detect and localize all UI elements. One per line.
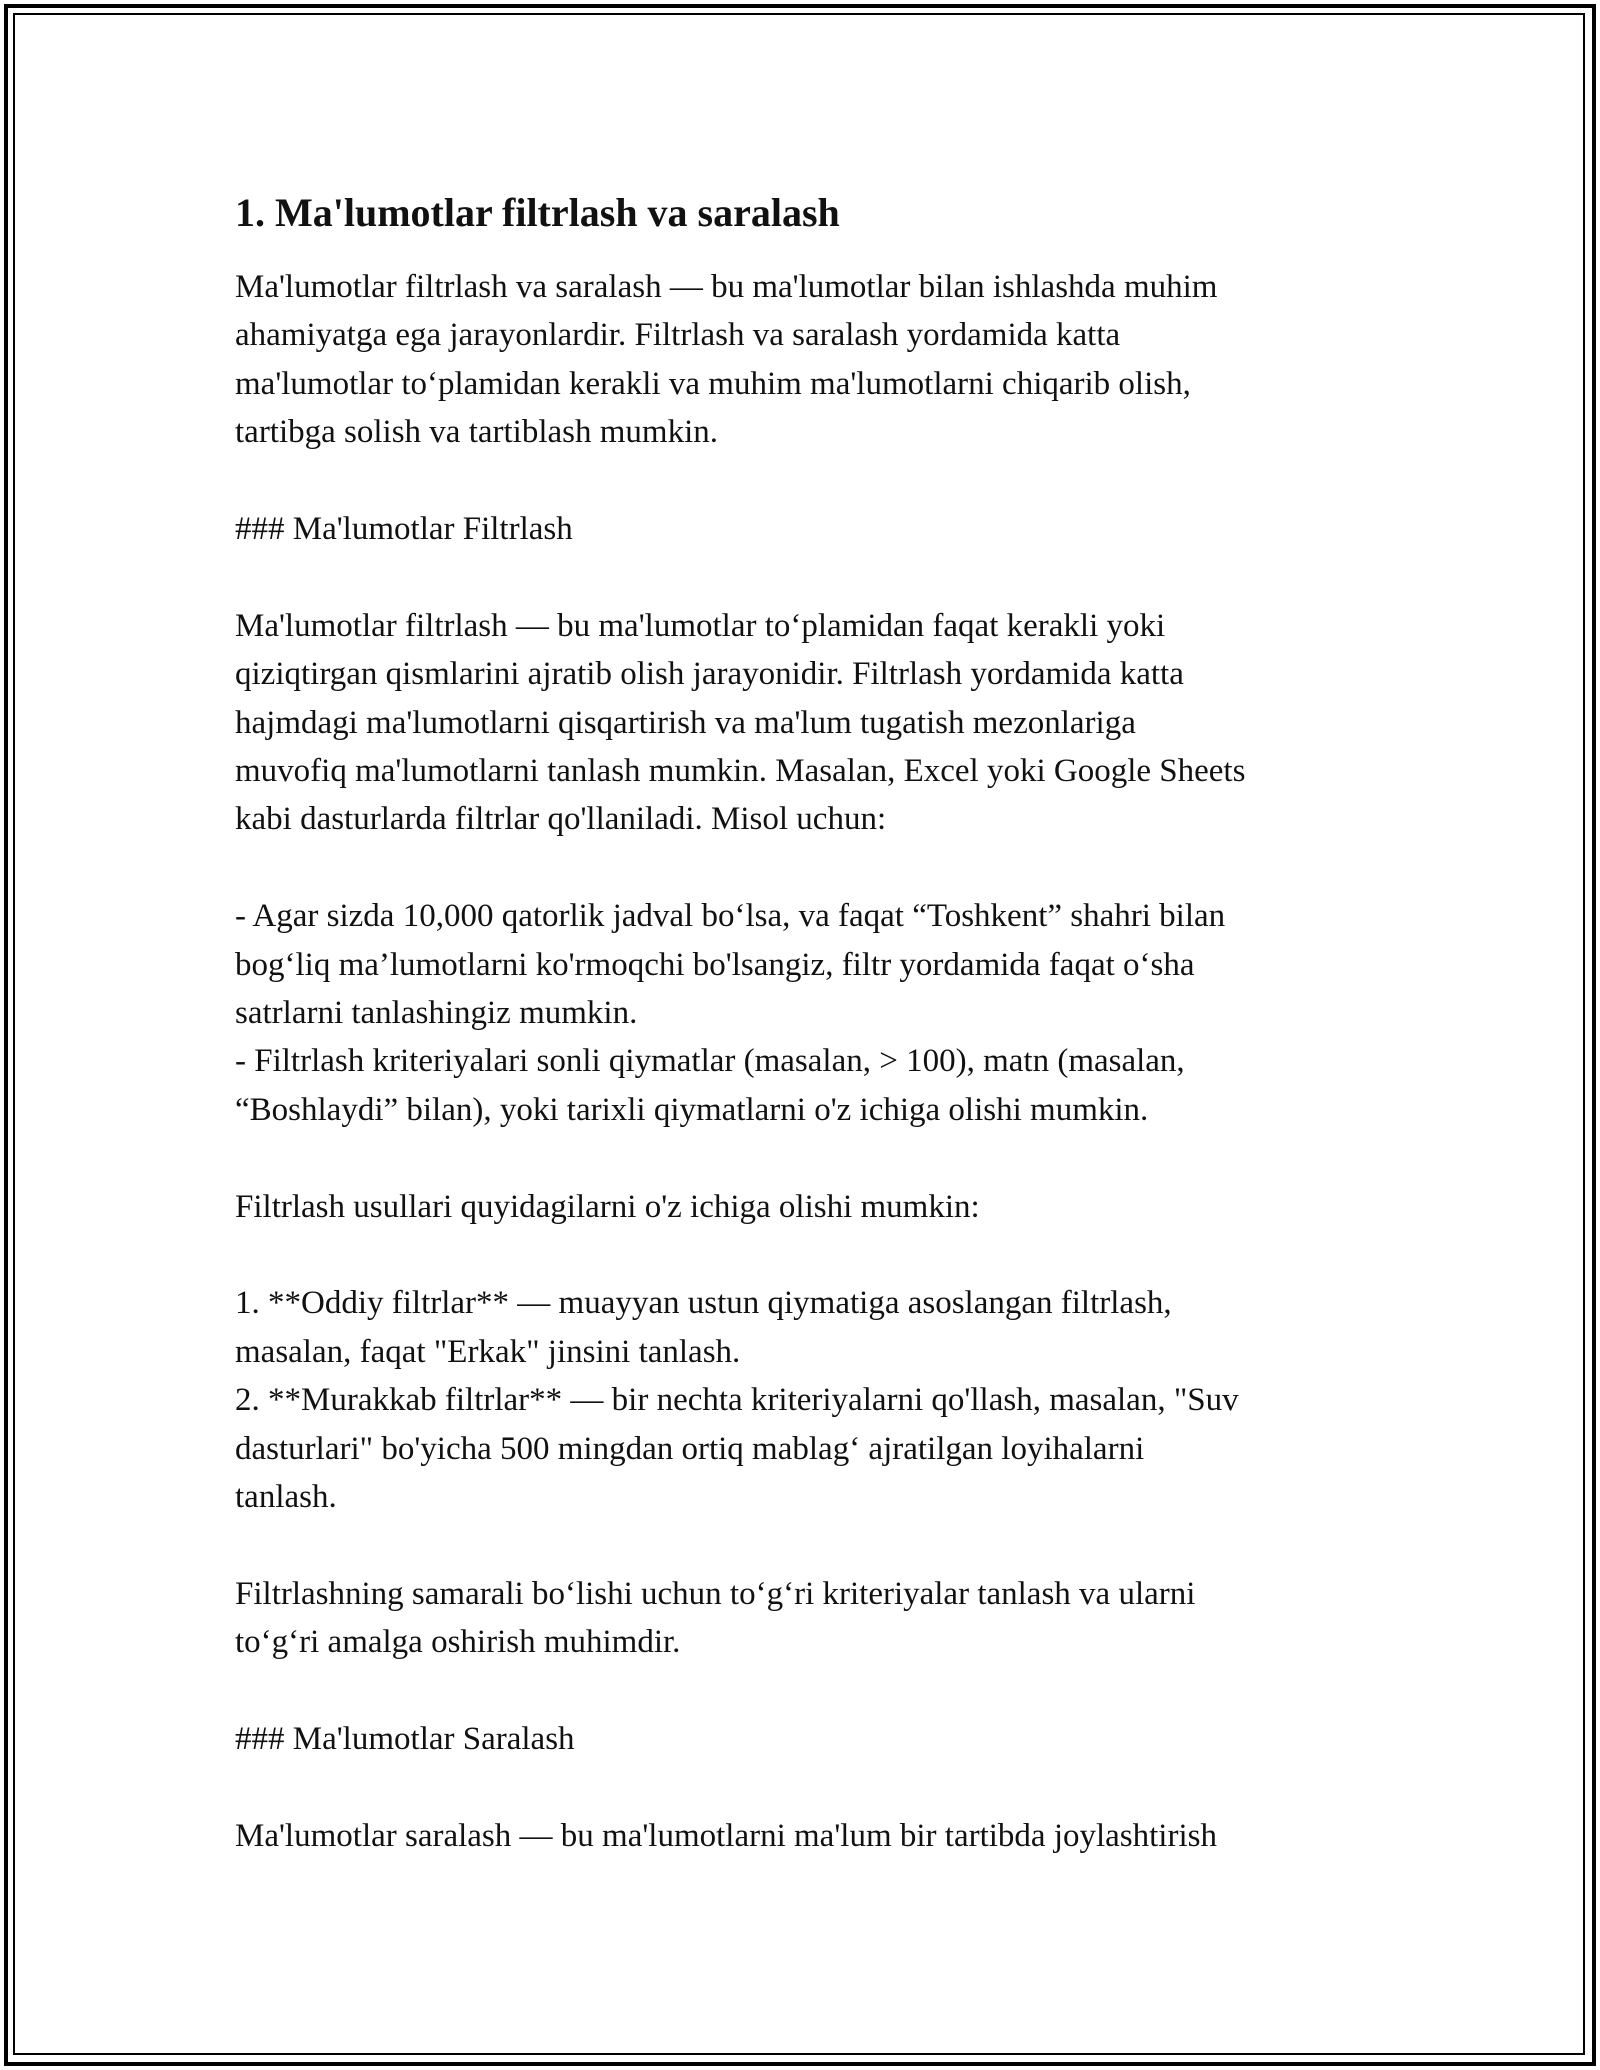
text-line: to‘g‘ri amalga oshirish muhimdir. xyxy=(235,1624,681,1661)
text-line: satrlarni tanlashingiz mumkin. xyxy=(235,995,638,1032)
text-line: muvofiq ma'lumotlarni tanlash mumkin. Masalan, Excel yoki Google Sheets xyxy=(235,753,1246,790)
text-line: tanlash. xyxy=(235,1479,337,1516)
section-heading-filtrlash xyxy=(235,505,1395,553)
text-line: - Agar sizda 10,000 qatorlik jadval bo‘lsa, va faqat “Toshkent” shahri bilan xyxy=(235,898,1226,935)
text-line: Ma'lumotlar filtrlash va saralash — bu ma'lumotlar bilan ishlashda muhim xyxy=(235,269,1218,305)
text-line: ahamiyatga ega jarayonlardir. Filtrlash va saralash yordamida katta xyxy=(235,317,1121,354)
text-line: Ma'lumotlar saralash — bu ma'lumotlarni ma'lum bir tartibda joylashtirish xyxy=(235,1817,1217,1854)
document-title: 1. Ma'lumotlar filtrlash va saralash xyxy=(235,190,840,235)
paragraph-intro xyxy=(235,263,1395,457)
paragraph-saralash-definition xyxy=(235,1812,1395,1860)
text-line: kabi dasturlarda filtrlar qo'llaniladi. Misol uchun: xyxy=(235,801,887,838)
text-line: ### Ma'lumotlar Saralash xyxy=(235,1721,575,1758)
text-line: masalan, faqat "Erkak" jinsini tanlash. xyxy=(235,1333,741,1370)
section-heading-saralash xyxy=(235,1715,1395,1763)
paragraph-filtrlash-definition xyxy=(235,602,1395,844)
text-line: tartibga solish va tartiblash mumkin. xyxy=(235,414,719,451)
text-line: Filtrlashning samarali bo‘lishi uchun to‘g‘ri kriteriyalar tanlash va ularni xyxy=(235,1575,1196,1612)
document-page xyxy=(235,186,1395,1909)
text-line: 1. **Oddiy filtrlar** — muayyan ustun qiymatiga asoslangan filtrlash, xyxy=(235,1285,1172,1322)
text-line: qiziqtirgan qismlarini ajratib olish jarayonidir. Filtrlash yordamida katta xyxy=(235,656,1184,693)
text-line: ### Ma'lumotlar Filtrlash xyxy=(235,511,573,548)
text-line: dasturlari" bo'yicha 500 mingdan ortiq mablag‘ ajratilgan loyihalarni xyxy=(235,1430,1145,1467)
paragraph-filtrlash-conclusion xyxy=(235,1570,1395,1667)
text-line: hajmdagi ma'lumotlarni qisqartirish va ma'lum tugatish mezonlariga xyxy=(235,704,1136,741)
paragraph-filtrlash-examples xyxy=(235,892,1395,1134)
text-line: 2. **Murakkab filtrlar** — bir nechta kriteriyalarni qo'llash, masalan, "Suv xyxy=(235,1382,1239,1419)
text-line: bog‘liq ma’lumotlarni ko'rmoqchi bo'lsangiz, filtr yordamida faqat o‘sha xyxy=(235,946,1195,983)
paragraph-filtrlash-methods-intro xyxy=(235,1183,1395,1231)
text-line: Ma'lumotlar filtrlash — bu ma'lumotlar to‘plamidan faqat kerakli yoki xyxy=(235,607,1166,644)
paragraph-filtrlash-methods-list xyxy=(235,1279,1395,1521)
text-line: “Boshlaydi” bilan), yoki tarixli qiymatlarni o'z ichiga olishi mumkin. xyxy=(235,1091,1149,1128)
text-line: Filtrlash usullari quyidagilarni o'z ichiga olishi mumkin: xyxy=(235,1188,980,1225)
text-line: ma'lumotlar to‘plamidan kerakli va muhim ma'lumotlarni chiqarib olish, xyxy=(235,365,1191,402)
text-line: - Filtrlash kriteriyalari sonli qiymatlar (masalan, > 100), matn (masalan, xyxy=(235,1043,1185,1080)
